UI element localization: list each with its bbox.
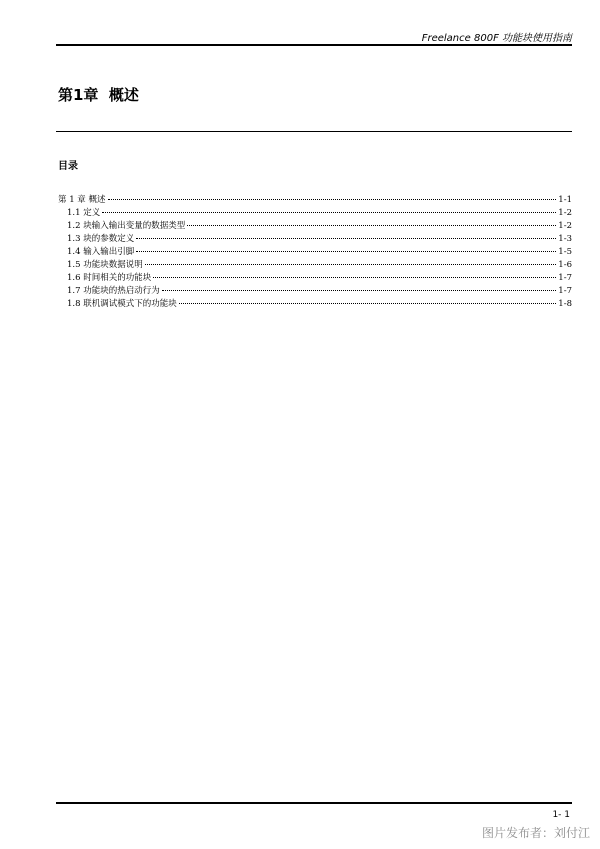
toc-entry-label: 1.2 块输入输出变量的数据类型 (67, 221, 186, 231)
toc-entry-label: 1.1 定义 (67, 208, 101, 218)
toc-entry-label: 1.5 功能块数据说明 (67, 260, 143, 270)
toc-entry-page: 1-2 (558, 208, 572, 218)
publisher-watermark: 图片发布者：刘付江 (481, 826, 590, 840)
toc-entry-page: 1-5 (558, 247, 572, 257)
toc-entry-page: 1-2 (558, 221, 572, 231)
toc-dot-leader (136, 238, 556, 239)
toc-entry-page: 1-8 (558, 299, 572, 309)
toc-entry-1-1[interactable] (58, 207, 572, 220)
toc-dot-leader (108, 199, 557, 200)
chapter-title: 第1章 概述 (58, 86, 139, 104)
chapter-rule (56, 131, 572, 132)
toc-entry-1-7[interactable] (58, 285, 572, 298)
toc-dot-leader (145, 264, 557, 265)
header-rule (56, 44, 572, 46)
toc-entry-label: 1.4 输入输出引脚 (67, 247, 135, 257)
toc-dot-leader (162, 290, 557, 291)
table-of-contents (58, 194, 572, 311)
toc-entry-label: 第 1 章 概述 (58, 195, 106, 205)
toc-dot-leader (153, 277, 556, 278)
toc-entry-1-4[interactable] (58, 246, 572, 259)
toc-dot-leader (179, 303, 557, 304)
toc-entry-label: 1.8 联机调试模式下的功能块 (67, 299, 177, 309)
toc-entry-page: 1-7 (558, 286, 572, 296)
toc-entry-label: 1.3 块的参数定义 (67, 234, 135, 244)
toc-entry-page: 1-3 (558, 234, 572, 244)
toc-dot-leader (102, 212, 556, 213)
toc-entry-label: 1.6 时间相关的功能块 (67, 273, 152, 283)
toc-dot-leader (187, 225, 556, 226)
toc-entry-page: 1-6 (558, 260, 572, 270)
footer-rule (56, 802, 572, 804)
page-number: 1- 1 (552, 810, 570, 820)
toc-entry-1-2[interactable] (58, 220, 572, 233)
document-header-title: Freelance 800F 功能块使用指南 (421, 33, 572, 44)
toc-dot-leader (136, 251, 556, 252)
toc-entry-page: 1-7 (558, 273, 572, 283)
toc-entry-chapter-1[interactable] (58, 194, 572, 207)
toc-heading: 目录 (58, 161, 78, 172)
toc-entry-1-5[interactable] (58, 259, 572, 272)
toc-entry-page: 1-1 (558, 195, 572, 205)
toc-entry-1-8[interactable] (58, 298, 572, 311)
toc-entry-label: 1.7 功能块的热启动行为 (67, 286, 160, 296)
toc-entry-1-3[interactable] (58, 233, 572, 246)
toc-entry-1-6[interactable] (58, 272, 572, 285)
